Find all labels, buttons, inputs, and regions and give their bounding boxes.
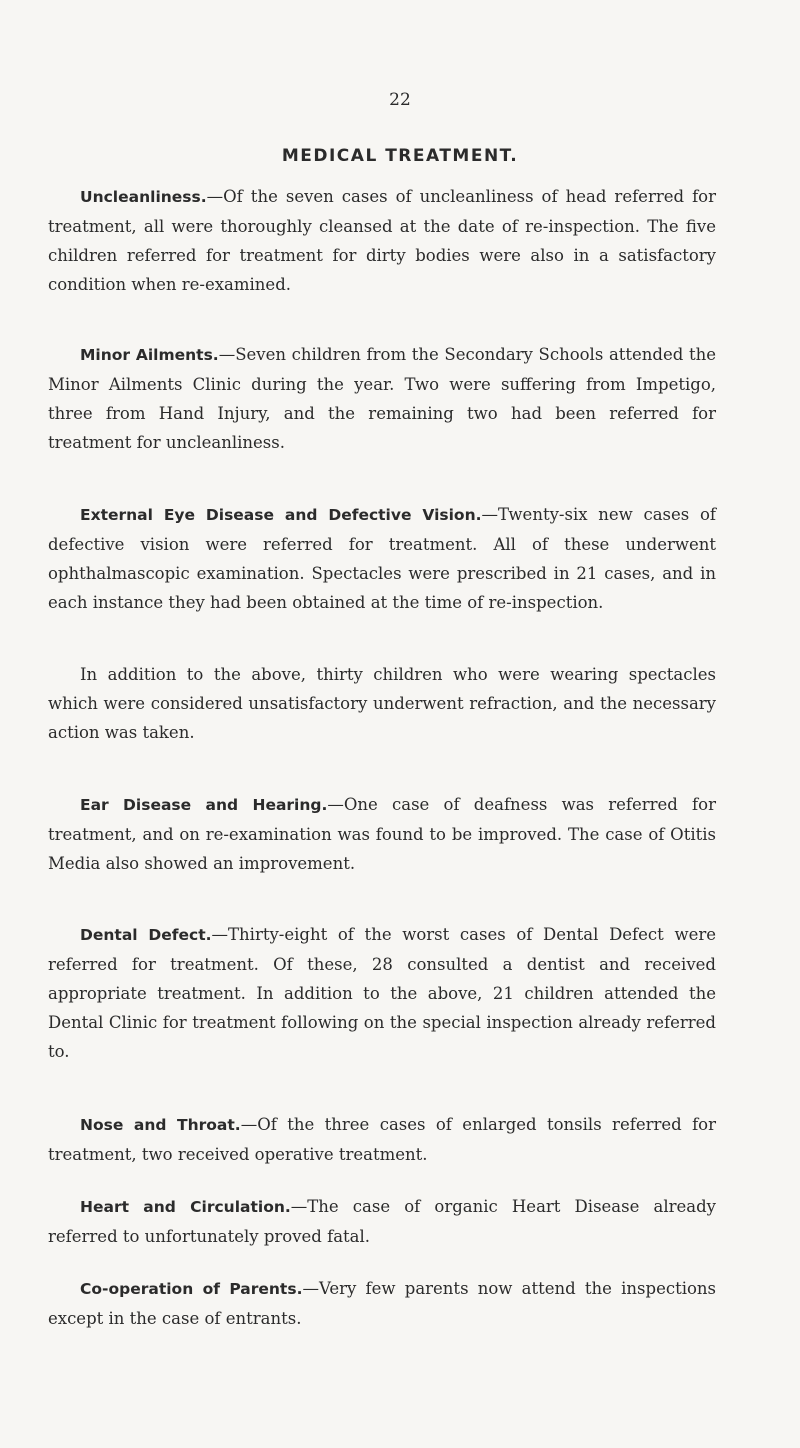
section-heading: Dental Defect.	[80, 926, 212, 944]
section-eye-disease	[48, 500, 716, 617]
section-text: —Very few parents now attend the inspections except in the case of entrants.	[48, 1279, 717, 1328]
section-heading: Heart and Circulation.	[80, 1198, 291, 1216]
page-number: 22	[389, 90, 411, 110]
section-dental-defect	[48, 920, 716, 1066]
section-spectacles-refraction	[48, 660, 716, 747]
section-heart-circulation	[48, 1192, 716, 1251]
section-nose-throat	[48, 1110, 716, 1169]
section-text: —One case of deafness was referred for treatment, and on re-examination was found to be improved. The case of Otitis Media also showed an improvement.	[48, 795, 716, 873]
section-uncleanliness	[48, 182, 716, 299]
section-text: —Of the three cases of enlarged tonsils referred for treatment, two received operative treatment.	[48, 1115, 717, 1164]
section-text: —The case of organic Heart Disease already referred to unfortunately proved fatal.	[48, 1197, 716, 1246]
section-heading: Ear Disease and Hearing.	[80, 796, 328, 814]
section-heading: Co-operation of Parents.	[80, 1280, 303, 1298]
section-text: —Seven children from the Secondary Schools attended the Minor Ailments Clinic during the year. Two were suffering from Impetigo, three from Hand Injury, and the remaining two had been referred for treatment for uncleanliness.	[48, 345, 716, 452]
section-heading: External Eye Disease and Defective Vision.	[80, 506, 482, 524]
section-text: In addition to the above, thirty children who were wearing spectacles which were considered unsatisfactory underwent refraction, and the necessary action was taken.	[48, 665, 716, 742]
section-heading: Nose and Throat.	[80, 1116, 241, 1134]
section-ear-disease	[48, 790, 716, 878]
section-heading: Uncleanliness.	[80, 188, 207, 206]
section-parents-cooperation	[48, 1274, 716, 1333]
section-text: —Thirty-eight of the worst cases of Dental Defect were referred for treatment. Of these, 28 consulted a dentist and received appropriate treatment. In addition to the above, 21 children attended the Dental Clinic for treatment following on the special inspection already referred to.	[48, 925, 716, 1061]
section-heading: Minor Ailments.	[80, 346, 219, 364]
section-minor-ailments	[48, 340, 716, 457]
section-text: —Of the seven cases of uncleanliness of head referred for treatment, all were thoroughly cleansed at the date of re-inspection. The five children referred for treatment for dirty bodies were also in a satisfactory condition when re-examined.	[48, 187, 716, 294]
section-text: —Twenty-six new cases of defective vision were referred for treatment. All of these underwent ophthalmascopic examination. Spectacles were prescribed in 21 cases, and in each instance they had been obtained at the time of re-inspection.	[48, 505, 716, 612]
page-title: MEDICAL TREATMENT.	[281, 146, 519, 166]
